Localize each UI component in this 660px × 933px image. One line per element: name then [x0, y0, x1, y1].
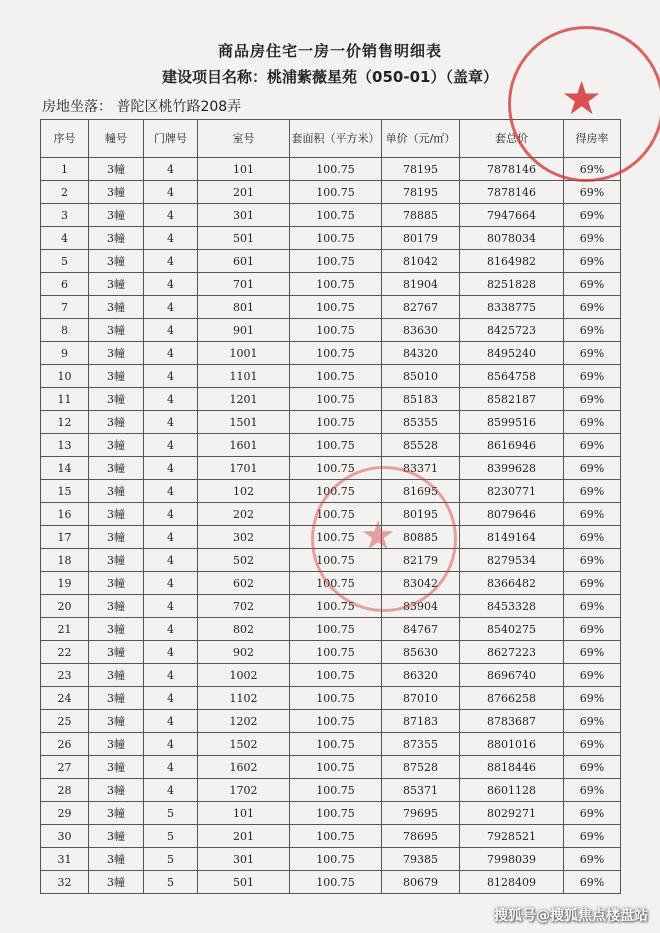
cell-unit-price: 80195 [382, 503, 460, 526]
cell-efficiency-rate: 69% [564, 204, 621, 227]
cell-area: 100.75 [290, 779, 382, 802]
cell-room-number: 701 [198, 273, 290, 296]
cell-building: 3幢 [89, 342, 144, 365]
cell-door-number: 4 [144, 687, 198, 710]
cell-door-number: 4 [144, 480, 198, 503]
cell-building: 3幢 [89, 526, 144, 549]
cell-door-number: 4 [144, 503, 198, 526]
cell-seq: 32 [41, 871, 89, 894]
cell-seq: 27 [41, 756, 89, 779]
seal-star-icon: ★ [561, 71, 603, 125]
table-row [41, 273, 621, 296]
cell-door-number: 4 [144, 365, 198, 388]
cell-total-price: 8128409 [460, 871, 564, 894]
cell-unit-price: 82179 [382, 549, 460, 572]
cell-seq: 4 [41, 227, 89, 250]
header-building: 幢号 [89, 120, 144, 158]
cell-unit-price: 81042 [382, 250, 460, 273]
cell-room-number: 102 [198, 480, 290, 503]
cell-unit-price: 81904 [382, 273, 460, 296]
cell-room-number: 201 [198, 181, 290, 204]
cell-unit-price: 85528 [382, 434, 460, 457]
table-row [41, 204, 621, 227]
cell-seq: 29 [41, 802, 89, 825]
cell-efficiency-rate: 69% [564, 756, 621, 779]
cell-unit-price: 83630 [382, 319, 460, 342]
cell-unit-price: 82767 [382, 296, 460, 319]
cell-total-price: 8164982 [460, 250, 564, 273]
cell-unit-price: 80179 [382, 227, 460, 250]
cell-total-price: 8582187 [460, 388, 564, 411]
table-row [41, 618, 621, 641]
table-row [41, 733, 621, 756]
cell-area: 100.75 [290, 227, 382, 250]
cell-seq: 10 [41, 365, 89, 388]
cell-unit-price: 79385 [382, 848, 460, 871]
cell-unit-price: 79695 [382, 802, 460, 825]
seal-star-icon: ★ [360, 513, 396, 559]
cell-door-number: 4 [144, 641, 198, 664]
table-row [41, 825, 621, 848]
cell-seq: 17 [41, 526, 89, 549]
cell-efficiency-rate: 69% [564, 434, 621, 457]
cell-seq: 23 [41, 664, 89, 687]
cell-total-price: 7878146 [460, 158, 564, 181]
cell-room-number: 1101 [198, 365, 290, 388]
cell-room-number: 1701 [198, 457, 290, 480]
cell-total-price: 8616946 [460, 434, 564, 457]
cell-area: 100.75 [290, 526, 382, 549]
cell-room-number: 801 [198, 296, 290, 319]
cell-room-number: 101 [198, 158, 290, 181]
cell-seq: 16 [41, 503, 89, 526]
cell-door-number: 4 [144, 411, 198, 434]
cell-unit-price: 81695 [382, 480, 460, 503]
cell-room-number: 1201 [198, 388, 290, 411]
cell-door-number: 4 [144, 342, 198, 365]
cell-area: 100.75 [290, 595, 382, 618]
cell-area: 100.75 [290, 572, 382, 595]
cell-room-number: 501 [198, 227, 290, 250]
cell-building: 3幢 [89, 871, 144, 894]
cell-total-price: 8230771 [460, 480, 564, 503]
cell-total-price: 8149164 [460, 526, 564, 549]
cell-door-number: 4 [144, 572, 198, 595]
cell-door-number: 5 [144, 825, 198, 848]
cell-room-number: 902 [198, 641, 290, 664]
cell-total-price: 7878146 [460, 181, 564, 204]
cell-room-number: 1102 [198, 687, 290, 710]
cell-area: 100.75 [290, 641, 382, 664]
cell-seq: 13 [41, 434, 89, 457]
cell-total-price: 8453328 [460, 595, 564, 618]
table-row [41, 457, 621, 480]
cell-area: 100.75 [290, 411, 382, 434]
cell-room-number: 602 [198, 572, 290, 595]
header-area: 套面积（平方米） [290, 120, 382, 158]
cell-total-price: 8495240 [460, 342, 564, 365]
cell-area: 100.75 [290, 273, 382, 296]
cell-unit-price: 87183 [382, 710, 460, 733]
cell-unit-price: 78885 [382, 204, 460, 227]
cell-total-price: 7928521 [460, 825, 564, 848]
cell-door-number: 4 [144, 388, 198, 411]
cell-efficiency-rate: 69% [564, 503, 621, 526]
cell-room-number: 1202 [198, 710, 290, 733]
cell-building: 3幢 [89, 572, 144, 595]
cell-room-number: 302 [198, 526, 290, 549]
cell-building: 3幢 [89, 802, 144, 825]
cell-building: 3幢 [89, 319, 144, 342]
cell-door-number: 4 [144, 181, 198, 204]
cell-total-price: 8425723 [460, 319, 564, 342]
cell-efficiency-rate: 69% [564, 388, 621, 411]
cell-room-number: 502 [198, 549, 290, 572]
cell-door-number: 4 [144, 618, 198, 641]
cell-seq: 5 [41, 250, 89, 273]
cell-unit-price: 84320 [382, 342, 460, 365]
table-row [41, 595, 621, 618]
cell-building: 3幢 [89, 595, 144, 618]
cell-building: 3幢 [89, 434, 144, 457]
cell-door-number: 4 [144, 204, 198, 227]
cell-unit-price: 87528 [382, 756, 460, 779]
cell-unit-price: 87010 [382, 687, 460, 710]
cell-door-number: 4 [144, 664, 198, 687]
cell-area: 100.75 [290, 756, 382, 779]
cell-efficiency-rate: 69% [564, 296, 621, 319]
cell-total-price: 8696740 [460, 664, 564, 687]
cell-door-number: 4 [144, 710, 198, 733]
cell-building: 3幢 [89, 687, 144, 710]
cell-efficiency-rate: 69% [564, 365, 621, 388]
cell-building: 3幢 [89, 457, 144, 480]
cell-room-number: 501 [198, 871, 290, 894]
cell-door-number: 4 [144, 595, 198, 618]
cell-room-number: 1002 [198, 664, 290, 687]
cell-unit-price: 87355 [382, 733, 460, 756]
cell-seq: 19 [41, 572, 89, 595]
cell-building: 3幢 [89, 480, 144, 503]
cell-total-price: 8279534 [460, 549, 564, 572]
cell-efficiency-rate: 69% [564, 802, 621, 825]
cell-area: 100.75 [290, 687, 382, 710]
cell-efficiency-rate: 69% [564, 664, 621, 687]
cell-room-number: 1502 [198, 733, 290, 756]
cell-area: 100.75 [290, 549, 382, 572]
document-title: 商品房住宅一房一价销售明细表 [217, 42, 442, 60]
cell-area: 100.75 [290, 319, 382, 342]
cell-seq: 11 [41, 388, 89, 411]
cell-room-number: 301 [198, 848, 290, 871]
cell-room-number: 101 [198, 802, 290, 825]
cell-room-number: 1702 [198, 779, 290, 802]
cell-building: 3幢 [89, 756, 144, 779]
cell-unit-price: 84767 [382, 618, 460, 641]
cell-total-price: 8540275 [460, 618, 564, 641]
cell-building: 3幢 [89, 779, 144, 802]
cell-efficiency-rate: 69% [564, 227, 621, 250]
cell-room-number: 301 [198, 204, 290, 227]
cell-building: 3幢 [89, 549, 144, 572]
cell-seq: 8 [41, 319, 89, 342]
cell-area: 100.75 [290, 296, 382, 319]
table-row [41, 250, 621, 273]
header-total-price: 套总价 [460, 120, 564, 158]
cell-door-number: 4 [144, 756, 198, 779]
cell-building: 3幢 [89, 250, 144, 273]
cell-seq: 9 [41, 342, 89, 365]
cell-efficiency-rate: 69% [564, 595, 621, 618]
cell-total-price: 8366482 [460, 572, 564, 595]
cell-seq: 26 [41, 733, 89, 756]
cell-building: 3幢 [89, 641, 144, 664]
cell-unit-price: 83042 [382, 572, 460, 595]
cell-total-price: 8766258 [460, 687, 564, 710]
cell-efficiency-rate: 69% [564, 181, 621, 204]
table-row [41, 848, 621, 871]
cell-seq: 3 [41, 204, 89, 227]
cell-area: 100.75 [290, 342, 382, 365]
cell-seq: 30 [41, 825, 89, 848]
cell-unit-price: 83904 [382, 595, 460, 618]
header-seq: 序号 [41, 120, 89, 158]
cell-efficiency-rate: 69% [564, 250, 621, 273]
cell-door-number: 4 [144, 457, 198, 480]
cell-area: 100.75 [290, 848, 382, 871]
table-row [41, 664, 621, 687]
cell-room-number: 802 [198, 618, 290, 641]
table-row [41, 319, 621, 342]
cell-room-number: 201 [198, 825, 290, 848]
cell-door-number: 4 [144, 779, 198, 802]
table-row [41, 227, 621, 250]
cell-total-price: 8251828 [460, 273, 564, 296]
cell-building: 3幢 [89, 411, 144, 434]
cell-unit-price: 80885 [382, 526, 460, 549]
cell-building: 3幢 [89, 204, 144, 227]
cell-building: 3幢 [89, 733, 144, 756]
cell-building: 3幢 [89, 664, 144, 687]
cell-total-price: 8079646 [460, 503, 564, 526]
cell-door-number: 4 [144, 434, 198, 457]
cell-building: 3幢 [89, 227, 144, 250]
table-row [41, 710, 621, 733]
cell-building: 3幢 [89, 618, 144, 641]
cell-total-price: 8078034 [460, 227, 564, 250]
cell-efficiency-rate: 69% [564, 319, 621, 342]
cell-door-number: 5 [144, 802, 198, 825]
cell-building: 3幢 [89, 181, 144, 204]
cell-building: 3幢 [89, 273, 144, 296]
cell-door-number: 5 [144, 848, 198, 871]
cell-area: 100.75 [290, 664, 382, 687]
cell-seq: 21 [41, 618, 89, 641]
cell-room-number: 1601 [198, 434, 290, 457]
cell-total-price: 8338775 [460, 296, 564, 319]
cell-efficiency-rate: 69% [564, 733, 621, 756]
cell-total-price: 8627223 [460, 641, 564, 664]
cell-total-price: 7947664 [460, 204, 564, 227]
cell-efficiency-rate: 69% [564, 572, 621, 595]
cell-unit-price: 85010 [382, 365, 460, 388]
cell-total-price: 8818446 [460, 756, 564, 779]
cell-efficiency-rate: 69% [564, 779, 621, 802]
cell-door-number: 4 [144, 319, 198, 342]
cell-area: 100.75 [290, 158, 382, 181]
cell-building: 3幢 [89, 503, 144, 526]
table-row [41, 641, 621, 664]
cell-efficiency-rate: 69% [564, 480, 621, 503]
cell-building: 3幢 [89, 848, 144, 871]
property-location: 房地坐落： 普陀区桃竹路208弄 [42, 99, 242, 115]
cell-efficiency-rate: 69% [564, 158, 621, 181]
header-room-number: 室号 [198, 120, 290, 158]
cell-room-number: 1001 [198, 342, 290, 365]
cell-efficiency-rate: 69% [564, 641, 621, 664]
table-row [41, 687, 621, 710]
cell-total-price: 8029271 [460, 802, 564, 825]
cell-total-price: 8783687 [460, 710, 564, 733]
header-efficiency-rate: 得房率 [564, 120, 621, 158]
cell-building: 3幢 [89, 365, 144, 388]
table-row [41, 388, 621, 411]
cell-door-number: 4 [144, 250, 198, 273]
cell-seq: 6 [41, 273, 89, 296]
cell-total-price: 8601128 [460, 779, 564, 802]
header-door-number: 门牌号 [144, 120, 198, 158]
cell-seq: 15 [41, 480, 89, 503]
cell-area: 100.75 [290, 457, 382, 480]
project-name: 建设项目名称：桃浦紫薇星苑（050-01）（盖章） [162, 68, 498, 86]
cell-area: 100.75 [290, 871, 382, 894]
cell-efficiency-rate: 69% [564, 342, 621, 365]
cell-area: 100.75 [290, 733, 382, 756]
cell-unit-price: 78695 [382, 825, 460, 848]
cell-efficiency-rate: 69% [564, 526, 621, 549]
cell-efficiency-rate: 69% [564, 825, 621, 848]
cell-room-number: 601 [198, 250, 290, 273]
cell-room-number: 1501 [198, 411, 290, 434]
cell-door-number: 5 [144, 871, 198, 894]
cell-efficiency-rate: 69% [564, 848, 621, 871]
cell-room-number: 1602 [198, 756, 290, 779]
cell-room-number: 702 [198, 595, 290, 618]
cell-door-number: 4 [144, 227, 198, 250]
cell-building: 3幢 [89, 158, 144, 181]
cell-efficiency-rate: 69% [564, 871, 621, 894]
cell-unit-price: 78195 [382, 158, 460, 181]
cell-efficiency-rate: 69% [564, 411, 621, 434]
cell-efficiency-rate: 69% [564, 273, 621, 296]
table-row [41, 756, 621, 779]
cell-seq: 22 [41, 641, 89, 664]
table-row [41, 342, 621, 365]
table-row [41, 779, 621, 802]
cell-efficiency-rate: 69% [564, 710, 621, 733]
cell-area: 100.75 [290, 710, 382, 733]
header-unit-price: 单价（元/㎡） [382, 120, 460, 158]
cell-seq: 28 [41, 779, 89, 802]
table-row [41, 802, 621, 825]
cell-door-number: 4 [144, 733, 198, 756]
cell-area: 100.75 [290, 204, 382, 227]
cell-unit-price: 83371 [382, 457, 460, 480]
cell-area: 100.75 [290, 825, 382, 848]
cell-total-price: 8399628 [460, 457, 564, 480]
cell-total-price: 8599516 [460, 411, 564, 434]
table-row [41, 296, 621, 319]
cell-efficiency-rate: 69% [564, 687, 621, 710]
cell-unit-price: 85183 [382, 388, 460, 411]
cell-total-price: 7998039 [460, 848, 564, 871]
table-row [41, 365, 621, 388]
cell-efficiency-rate: 69% [564, 457, 621, 480]
cell-seq: 12 [41, 411, 89, 434]
cell-building: 3幢 [89, 296, 144, 319]
cell-seq: 2 [41, 181, 89, 204]
cell-area: 100.75 [290, 480, 382, 503]
cell-seq: 1 [41, 158, 89, 181]
cell-seq: 14 [41, 457, 89, 480]
cell-area: 100.75 [290, 434, 382, 457]
cell-building: 3幢 [89, 825, 144, 848]
cell-unit-price: 80679 [382, 871, 460, 894]
cell-unit-price: 85371 [382, 779, 460, 802]
cell-seq: 20 [41, 595, 89, 618]
cell-area: 100.75 [290, 802, 382, 825]
cell-door-number: 4 [144, 526, 198, 549]
cell-total-price: 8801016 [460, 733, 564, 756]
cell-area: 100.75 [290, 618, 382, 641]
cell-seq: 25 [41, 710, 89, 733]
cell-area: 100.75 [290, 181, 382, 204]
cell-building: 3幢 [89, 710, 144, 733]
cell-door-number: 4 [144, 296, 198, 319]
cell-door-number: 4 [144, 158, 198, 181]
cell-room-number: 901 [198, 319, 290, 342]
cell-total-price: 8564758 [460, 365, 564, 388]
table-row [41, 181, 621, 204]
watermark: 搜狐号@搜狐焦点楼盘站 [494, 908, 648, 924]
table-row [41, 434, 621, 457]
cell-seq: 7 [41, 296, 89, 319]
cell-unit-price: 85355 [382, 411, 460, 434]
cell-unit-price: 85630 [382, 641, 460, 664]
table-row [41, 411, 621, 434]
cell-room-number: 202 [198, 503, 290, 526]
cell-building: 3幢 [89, 388, 144, 411]
cell-efficiency-rate: 69% [564, 549, 621, 572]
cell-area: 100.75 [290, 365, 382, 388]
cell-seq: 18 [41, 549, 89, 572]
table-row [41, 871, 621, 894]
cell-seq: 31 [41, 848, 89, 871]
official-seal-top-right [508, 26, 660, 182]
cell-seq: 24 [41, 687, 89, 710]
cell-door-number: 4 [144, 549, 198, 572]
cell-efficiency-rate: 69% [564, 618, 621, 641]
official-seal-middle [311, 466, 457, 612]
cell-door-number: 4 [144, 273, 198, 296]
cell-area: 100.75 [290, 388, 382, 411]
cell-area: 100.75 [290, 503, 382, 526]
cell-unit-price: 78195 [382, 181, 460, 204]
cell-unit-price: 86320 [382, 664, 460, 687]
cell-area: 100.75 [290, 250, 382, 273]
